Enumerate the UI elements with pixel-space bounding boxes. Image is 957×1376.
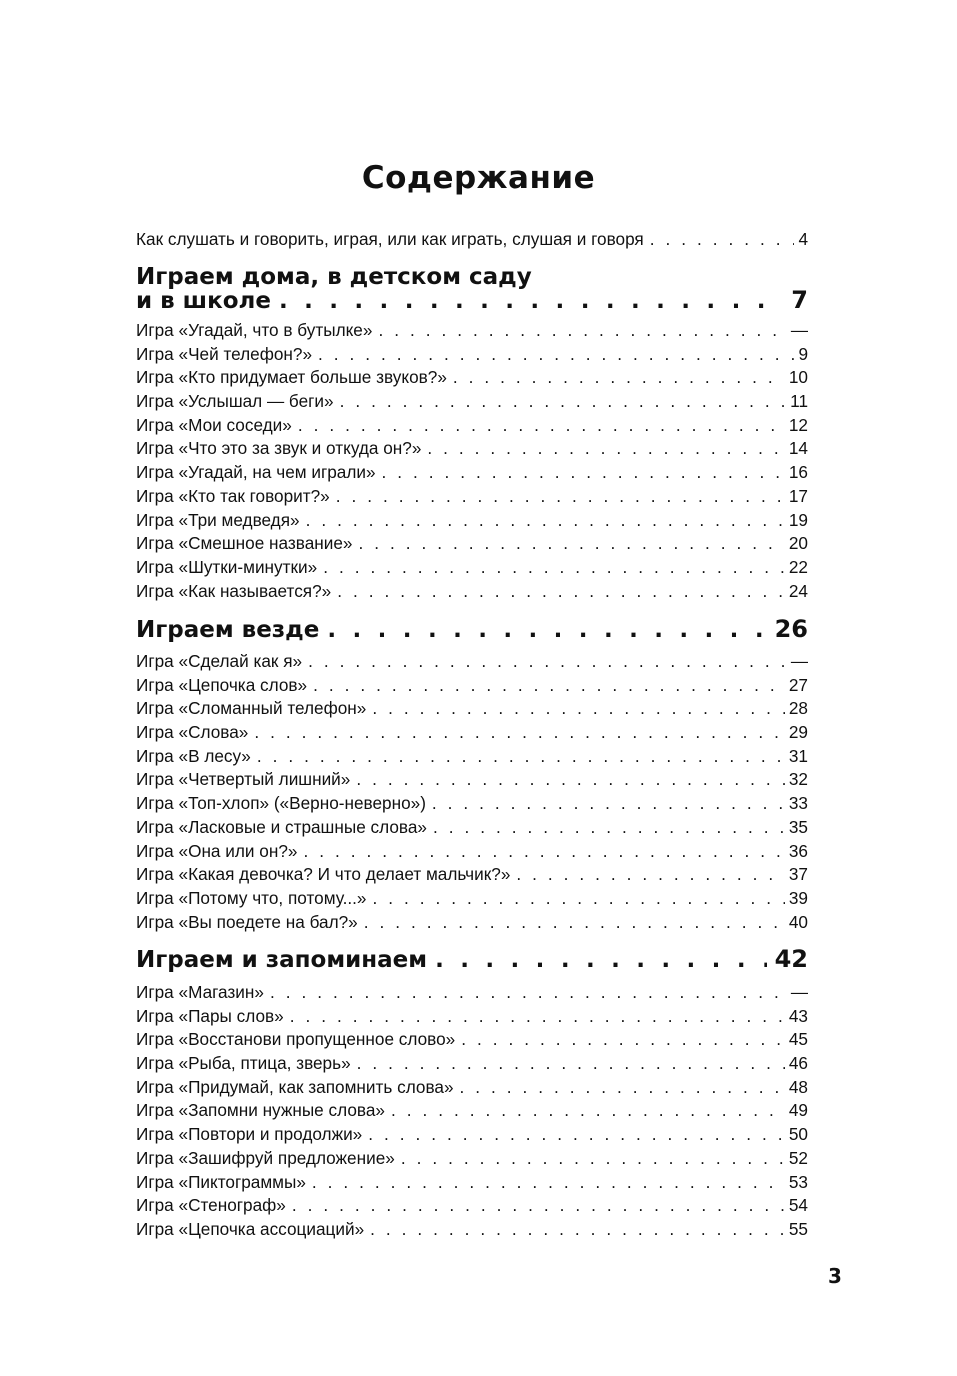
dot-leader xyxy=(336,486,785,507)
toc-entry-page: 37 xyxy=(788,864,808,885)
toc-intro xyxy=(136,229,808,253)
toc-entry[interactable] xyxy=(136,320,808,344)
toc-entry-label: Игра «Смешное название» xyxy=(136,533,353,554)
toc-entry[interactable] xyxy=(136,1172,808,1196)
toc-entry-label: Игра «Мои соседи» xyxy=(136,414,292,435)
dot-leader xyxy=(318,344,794,365)
dot-leader xyxy=(356,769,785,790)
toc-entry-page: 29 xyxy=(788,722,808,743)
section-page: 42 xyxy=(774,948,808,972)
toc-entry[interactable] xyxy=(136,769,808,793)
dot-leader xyxy=(372,698,785,719)
dot-leader xyxy=(516,864,785,885)
dot-leader xyxy=(313,675,785,696)
toc-entry-label: Игра «Повтори и продолжи» xyxy=(136,1124,363,1145)
dot-leader xyxy=(298,415,785,436)
toc-entry-page: 43 xyxy=(788,1005,808,1026)
toc-entry-label: Игра «Сделай как я» xyxy=(136,651,303,671)
dot-leader xyxy=(461,1029,785,1050)
dot-leader xyxy=(292,1195,785,1216)
dot-leader xyxy=(340,391,787,412)
dot-leader xyxy=(279,290,783,313)
toc-entry-page: 27 xyxy=(788,674,808,695)
toc-entry-page: 10 xyxy=(788,367,808,388)
toc-entry[interactable] xyxy=(136,438,808,462)
toc-entry[interactable] xyxy=(136,982,808,1006)
dot-leader xyxy=(368,1124,785,1145)
toc-entry[interactable] xyxy=(136,1100,808,1124)
dot-leader xyxy=(358,533,784,554)
toc-entry-page: 36 xyxy=(788,840,808,861)
dot-leader xyxy=(290,1006,785,1027)
toc-entry[interactable] xyxy=(136,722,808,746)
toc-entry-page: 20 xyxy=(788,533,808,554)
dot-leader xyxy=(303,841,784,862)
dot-leader xyxy=(257,746,785,767)
toc-entry-page: 4 xyxy=(798,229,808,249)
dot-leader xyxy=(432,793,785,814)
toc-entry-label: Игра «Вы поедете на бал?» xyxy=(136,911,358,932)
toc-entry-page: 54 xyxy=(788,1195,808,1216)
toc-entry-label: Игра «Она или он?» xyxy=(136,840,298,861)
section-heading[interactable] xyxy=(136,948,808,972)
toc-entry-page: 40 xyxy=(788,911,808,932)
toc-entry[interactable] xyxy=(136,1195,808,1219)
toc-entry-page: — xyxy=(790,982,808,1002)
toc-entry-label: Игра «Ласковые и страшные слова» xyxy=(136,816,427,837)
section-heading-line: и в школе xyxy=(136,289,271,313)
toc-entry[interactable] xyxy=(136,367,808,391)
toc-entry[interactable] xyxy=(136,912,808,936)
toc-entry-label: Игра «Чей телефон?» xyxy=(136,343,313,364)
toc-entry-label: Игра «Цепочка слов» xyxy=(136,674,308,695)
toc-entry-label: Игра «В лесу» xyxy=(136,745,251,766)
dot-leader xyxy=(401,1148,785,1169)
toc-entry[interactable] xyxy=(136,698,808,722)
page-number: 3 xyxy=(828,1264,842,1288)
toc-entry[interactable] xyxy=(136,746,808,770)
section-list xyxy=(136,651,808,935)
toc-entry[interactable] xyxy=(136,864,808,888)
toc-entry-page: 46 xyxy=(788,1053,808,1074)
toc-entry[interactable] xyxy=(136,1124,808,1148)
dot-leader xyxy=(270,982,787,1003)
section-page: 26 xyxy=(774,618,808,642)
dot-leader xyxy=(254,722,785,743)
toc-entry-page: 17 xyxy=(788,485,808,506)
toc-entry-label: Игра «Кто придумает больше звуков?» xyxy=(136,367,447,388)
dot-leader xyxy=(435,949,767,972)
section-heading-line: Играем и запоминаем xyxy=(136,948,428,972)
toc-entry-label: Игра «Запомни нужные слова» xyxy=(136,1100,385,1121)
toc-entry[interactable] xyxy=(136,344,808,368)
toc-entry-label: Игра «Сломанный телефон» xyxy=(136,698,367,719)
toc-entry[interactable] xyxy=(136,1077,808,1101)
toc-entry[interactable] xyxy=(136,462,808,486)
toc-entry-label: Игра «Восстанови пропущенное слово» xyxy=(136,1029,456,1050)
dot-leader xyxy=(391,1100,785,1121)
toc-entry[interactable] xyxy=(136,888,808,912)
toc-entry-label: Как слушать и говорить, играя, или как играть, слушая и говоря xyxy=(136,229,644,249)
dot-leader xyxy=(650,229,795,250)
dot-leader xyxy=(453,367,785,388)
page-title: Содержание xyxy=(361,160,596,196)
toc-entry-label: Игра «Кто так говорит?» xyxy=(136,485,330,506)
section-heading[interactable] xyxy=(136,618,808,642)
dot-leader xyxy=(323,557,785,578)
dot-leader xyxy=(306,510,785,531)
dot-leader xyxy=(460,1077,785,1098)
toc-entry[interactable] xyxy=(136,1006,808,1030)
toc-entry-label: Игра «Магазин» xyxy=(136,982,264,1002)
toc-entry-label: Игра «Рыба, птица, зверь» xyxy=(136,1053,351,1074)
toc-entry-label: Игра «Стенограф» xyxy=(136,1195,286,1216)
dot-leader xyxy=(370,1219,785,1240)
section-list xyxy=(136,320,808,604)
toc-entry-page: 19 xyxy=(788,509,808,530)
toc-entry-label: Игра «Угадай, на чем играли» xyxy=(136,462,376,483)
dot-leader xyxy=(433,817,785,838)
toc-entry[interactable] xyxy=(136,1053,808,1077)
toc-entry-page: 32 xyxy=(788,769,808,790)
toc-entry-label: Игра «Зашифруй предложение» xyxy=(136,1147,395,1168)
toc-entry-page: 50 xyxy=(788,1124,808,1145)
toc-entry[interactable] xyxy=(136,841,808,865)
toc-entry-page: 33 xyxy=(788,793,808,814)
toc-entry[interactable] xyxy=(136,533,808,557)
toc-entry-page: 53 xyxy=(788,1171,808,1192)
toc-entry-page: — xyxy=(790,320,808,340)
toc-entry-page: 14 xyxy=(788,438,808,459)
toc-entry[interactable] xyxy=(136,557,808,581)
dot-leader xyxy=(378,320,786,341)
dot-leader xyxy=(382,462,785,483)
toc-entry[interactable] xyxy=(136,1219,808,1243)
toc-entry[interactable] xyxy=(136,486,808,510)
toc-entry-label: Игра «Топ-хлоп» («Верно-неверно») xyxy=(136,793,426,814)
toc-entry-label: Игра «Четвертый лишний» xyxy=(136,769,351,790)
toc-entry-page: 31 xyxy=(788,745,808,766)
dot-leader xyxy=(357,1053,785,1074)
dot-leader xyxy=(364,912,785,933)
toc-entry-page: 39 xyxy=(788,887,808,908)
dot-leader xyxy=(312,1172,785,1193)
toc-entry-page: 55 xyxy=(788,1218,808,1239)
toc-entry-page: 22 xyxy=(788,556,808,577)
toc-entry-page: — xyxy=(790,651,808,671)
section-page: 7 xyxy=(791,289,808,313)
toc-entry-label: Игра «Что это за звук и откуда он?» xyxy=(136,438,422,459)
toc-entry-page: 12 xyxy=(788,414,808,435)
toc-entry-label: Игра «Цепочка ассоциаций» xyxy=(136,1218,365,1239)
dot-leader xyxy=(337,581,785,602)
toc-entry-label: Игра «Три медведя» xyxy=(136,509,300,530)
toc-entry-page: 48 xyxy=(788,1076,808,1097)
toc-entry[interactable] xyxy=(136,817,808,841)
toc-entry[interactable] xyxy=(136,415,808,439)
section-list xyxy=(136,982,808,1243)
toc-entry[interactable] xyxy=(136,510,808,534)
toc-entry[interactable] xyxy=(136,229,808,253)
toc-entry-label: Игра «Потому что, потому...» xyxy=(136,887,367,908)
toc-entry-label: Игра «Услышал — беги» xyxy=(136,391,334,412)
toc-entry-page: 45 xyxy=(788,1029,808,1050)
dot-leader xyxy=(372,888,784,909)
section-heading[interactable] xyxy=(136,266,808,313)
toc-entry-label: Игра «Как называется?» xyxy=(136,580,332,601)
toc-entry-label: Игра «Шутки-минутки» xyxy=(136,556,318,577)
toc-entry-page: 52 xyxy=(788,1147,808,1168)
toc-entry[interactable] xyxy=(136,581,808,605)
dot-leader xyxy=(308,651,787,672)
toc-entry-label: Игра «Пиктограммы» xyxy=(136,1171,306,1192)
toc-entry-page: 11 xyxy=(790,391,808,412)
toc-entry[interactable] xyxy=(136,675,808,699)
toc-entry[interactable] xyxy=(136,793,808,817)
dot-leader xyxy=(327,619,766,642)
section-heading-line: Играем везде xyxy=(136,618,320,642)
toc-entry-page: 24 xyxy=(788,580,808,601)
toc-entry-label: Игра «Пары слов» xyxy=(136,1005,284,1026)
toc-entry[interactable] xyxy=(136,1029,808,1053)
toc-entry-page: 16 xyxy=(788,462,808,483)
toc-entry[interactable] xyxy=(136,391,808,415)
toc-entry-page: 9 xyxy=(798,343,808,364)
toc-entry-page: 49 xyxy=(788,1100,808,1121)
toc-entry-label: Игра «Слова» xyxy=(136,722,249,743)
dot-leader xyxy=(427,438,784,459)
toc-entry-page: 35 xyxy=(788,816,808,837)
toc-entry[interactable] xyxy=(136,651,808,675)
toc-entry-label: Игра «Придумай, как запомнить слова» xyxy=(136,1076,454,1097)
section-heading-line: Играем дома, в детском саду xyxy=(136,264,532,290)
toc-entry[interactable] xyxy=(136,1148,808,1172)
toc-entry-page: 28 xyxy=(788,698,808,719)
toc-entry-label: Игра «Какая девочка? И что делает мальчик?» xyxy=(136,864,511,885)
toc-entry-label: Игра «Угадай, что в бутылке» xyxy=(136,320,373,340)
